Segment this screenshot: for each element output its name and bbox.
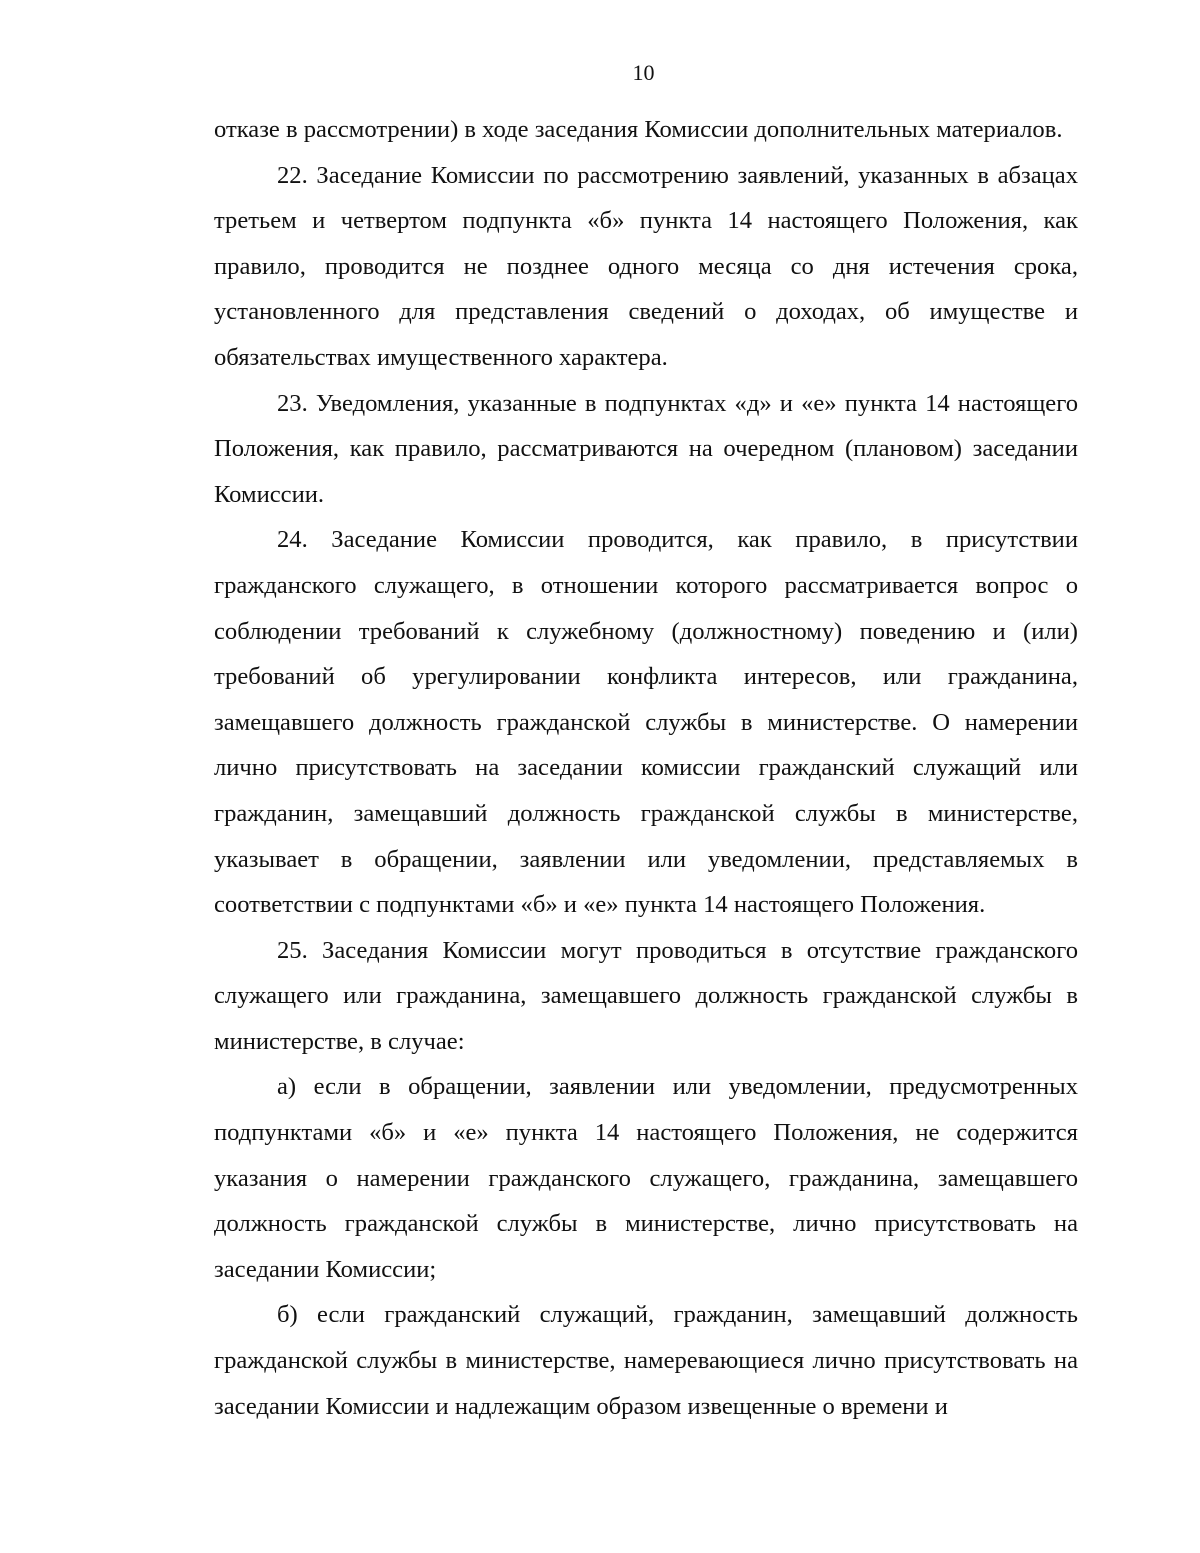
paragraph-22: 22. Заседание Комиссии по рассмотрению заявлений, указанных в абзацах третьем и четвертом подпункта «б» пункта 14 настоящего Положения, как правило, проводится не позднее одного месяца со дня истечения срока, установленного для представления сведений о доходах, об имуществе и обязательствах имущественного характера. bbox=[214, 161, 1078, 371]
paragraph-25-b: б) если гражданский служащий, гражданин, замещавший должность гражданской службы в министерстве, намеревающиеся лично присутствовать на заседании Комиссии и надлежащим образом извещенные о времени и bbox=[214, 1301, 1078, 1420]
paragraph-23: 23. Уведомления, указанные в подпунктах «д» и «е» пункта 14 настоящего Положения, как правило, рассматриваются на очередном (плановом) заседании Комиссии. bbox=[214, 389, 1078, 508]
page-number: 10 bbox=[632, 60, 655, 85]
paragraph-24: 24. Заседание Комиссии проводится, как правило, в присутствии гражданского служащего, в отношении которого рассматривается вопрос о соблюдении требований к служебному (должностному) поведению и (или) требований об урегулировании конфликта интересов, или гражданина, замещавшего должность гражданской службы в министерстве. О намерении лично присутствовать на заседании комиссии гражданский служащий или гражданин, замещавший должность гражданской службы в министерстве, указывает в обращении, заявлении или уведомлении, представляемых в соответствии с подпунктами «б» и «е» пункта 14 настоящего Положения. bbox=[214, 526, 1078, 919]
document-body bbox=[214, 107, 1078, 1429]
paragraph-25-a: а) если в обращении, заявлении или уведомлении, предусмотренных подпунктами «б» и «е» пункта 14 настоящего Положения, не содержится указания о намерении гражданского служащего, гражданина, замещавшего должность гражданской службы в министерстве, лично присутствовать на заседании Комиссии; bbox=[214, 1073, 1078, 1283]
paragraph-continuation: отказе в рассмотрении) в ходе заседания Комиссии дополнительных материалов. bbox=[214, 116, 1063, 143]
paragraph-25: 25. Заседания Комиссии могут проводиться в отсутствие гражданского служащего или гражданина, замещавшего должность гражданской службы в министерстве, в случае: bbox=[214, 936, 1078, 1055]
